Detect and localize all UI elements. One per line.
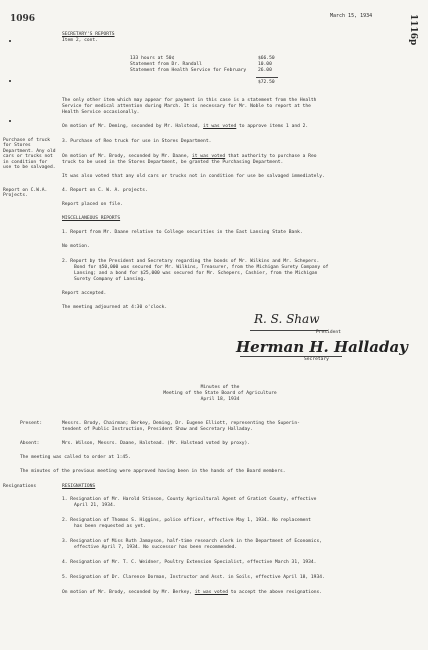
volume-mark: 1116p [408,14,418,46]
bonds-1: 2. Report by the President and Secretary regarding the bonds of Mr. Wilkins and Mr. Schepers. [62,259,320,264]
report-filed: Report placed on file. [62,202,123,207]
accept-resignations: On motion of Mr. Brody, seconded by Mr. Berkey, it was voted to accept the above resignations. [62,590,323,595]
para-health-3: Health Service occasionally. [62,110,140,115]
expense-label-1: 133 hours at 50¢ [130,56,175,61]
minutes-header-2: Meeting of the State Board of Agriculture [163,391,277,396]
section-title: SECRETARY'S REPORTS [62,32,115,37]
motion-deming: On motion of Mr. Deming, seconded by Mr. Halstead, it was voted to approve items 1 and 2. [62,124,309,129]
resignation-2a: 2. Resignation of Thomas S. Higgins, police officer, effective May 1, 1934. No replacement [62,518,311,523]
item-reo-truck: 3. Purchase of Reo truck for use in Stores Department. [62,139,212,144]
secretary-signature: Herman H. Halladay [236,338,408,356]
president-label: President [316,330,341,335]
adjourned: The meeting adjourned at 4:30 o'clock. [62,305,168,310]
margin-note-resignations: Resignations [3,484,37,489]
absent-label: Absent: [20,441,40,446]
para-health-2: Service for medical attention during March. It is necessary for Mr. Noble to report at the [62,104,311,109]
minutes-header-1: Minutes of the [200,385,240,390]
section-subtitle: Item 2, cont. [62,38,98,43]
bonds-4: Surety Company of Lansing. [74,277,146,282]
absent-names: Mrs. Wilson, Messrs. Daane, Halstead. (Mr. Halstead voted by proxy). [62,441,251,446]
item-cwa: 4. Report on C. W. A. projects. [62,188,148,193]
resignation-3a: 3. Resignation of Miss Ruth Jamayson, half-time research clerk in the Department of Economics, [62,539,322,544]
total-rule [256,77,278,78]
expense-value-1: $66.50 [258,56,275,61]
motion-brody-1: On motion of Mr. Brody, seconded by Mr. Daane, it was voted that authority to purchase a Reo [62,154,317,159]
minutes-header-3: April 18, 1934 [200,397,240,402]
present-names-1: Messrs. Brody, Chairman; Berkey, Deming, Dr. Eugene Elliott, representing the Superin- [62,421,300,426]
expense-value-2: 10.00 [258,62,272,67]
bonds-3: Lansing; and a bond for $25,000 was secured for Mr. Schepers, Cashier, from the Michigan [74,271,318,276]
bonds-2: Bond for $50,000 was secured for Mr. Wilkins, Treasurer, from the Michigan Surety Company of [74,265,329,270]
expense-label-3: Statement from Health Service for February [130,68,247,73]
para-health-1: The only other item which may appear for payment in this case is a statement from the Health [62,98,317,103]
resignation-5: 5. Resignation of Dr. Clarence Dorman, Instructor and Asst. in Soils, effective April 18, 1934. [62,575,325,580]
page-number: 1096 [10,14,36,24]
report-accepted: Report accepted. [62,291,107,296]
no-motion: No motion. [62,244,90,249]
expense-total: $72.50 [258,80,275,85]
motion-brody-2: truck to be used in the Stores Department, be granted the Purchasing Department. [62,160,284,165]
expense-value-3: 26.00 [258,68,272,73]
margin-note-truck: Purchase of truck for Stores Department. Any old cars or trucks not in condition for use to be salvaged. [3,138,56,171]
resignation-1a: 1. Resignation of Mr. Harold Stinson, County Agricultural Agent of Gratiot County, effective [62,497,317,502]
president-signature: R. S. Shaw [254,312,320,326]
date: March 15, 1934 [330,13,373,19]
resignation-2b: has been requested as yet. [74,524,146,529]
resignation-4: 4. Resignation of Mr. T. C. Weidner, Poultry Extension Specialist, effective March 31, 1934. [62,560,317,565]
resignation-1b: April 21, 1934. [74,503,116,508]
called-to-order: The meeting was called to order at 1:45. [20,455,131,460]
resignation-3b: effective April 7, 1934. No successor has been recommended. [74,545,238,550]
previous-minutes: The minutes of the previous meeting were approved having been in the hands of the Board members. [20,469,286,474]
resignations-title: RESIGNATIONS [62,484,96,489]
present-names-2: tendent of Public Instruction, President Shaw and Secretary Halladay. [62,427,253,432]
expense-label-2: Statement from Dr. Randall [130,62,202,67]
misc-item-1: 1. Report from Mr. Daane relative to College securities in the East Lansing State Bank. [62,230,303,235]
salvage-vote: It was also voted that any old cars or trucks not in condition for use be salvaged immediately. [62,174,325,179]
misc-reports-title: MISCELLANEOUS REPORTS [62,216,121,221]
margin-note-cwa: Report on C.W.A. Projects. [3,188,48,199]
secretary-label: Secretary [304,357,329,362]
present-label: Present: [20,421,43,426]
